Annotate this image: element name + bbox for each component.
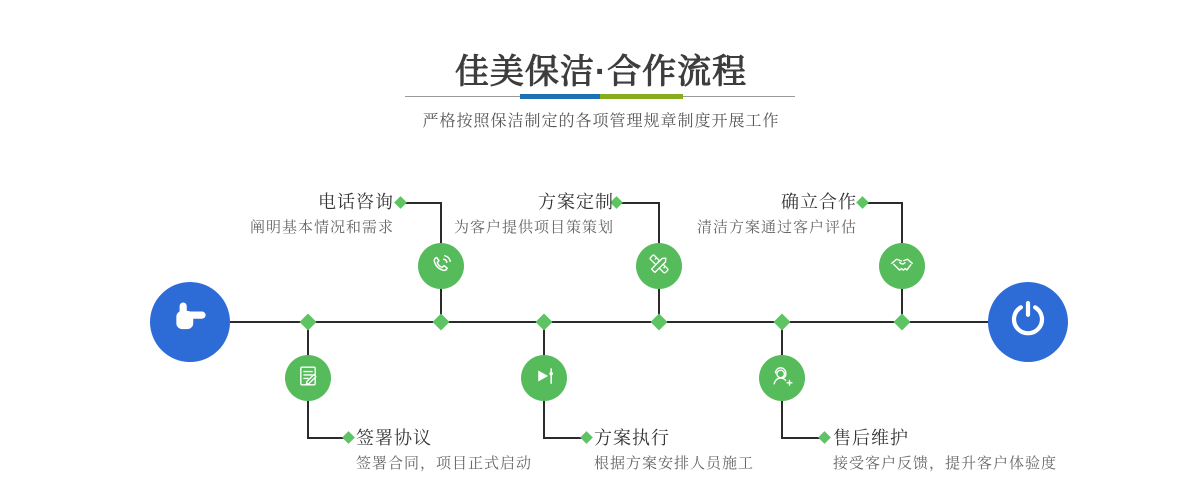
play-execute-icon [529, 361, 559, 396]
flow-end-node [988, 282, 1068, 362]
label-diamond [818, 431, 831, 444]
step-title: 确立合作 [781, 192, 857, 212]
after-sales-service-icon [767, 361, 797, 396]
page-title: 佳美保洁·合作流程 [454, 53, 748, 91]
step-circle-phone-consult [418, 243, 464, 289]
step-circle-plan-design [636, 243, 682, 289]
phone-icon [426, 249, 456, 284]
step-description: 为客户提供项目策策划 [453, 219, 614, 236]
flow-start-node [150, 282, 230, 362]
step-title: 电话咨询 [318, 192, 394, 212]
timeline-node-diamond [774, 314, 791, 331]
step-description: 签署合同，项目正式启动 [356, 455, 533, 472]
timeline-node-diamond [300, 314, 317, 331]
step-label-after-sales [833, 426, 1057, 475]
step-title: 方案定制 [538, 192, 614, 212]
timeline-node-diamond [536, 314, 553, 331]
label-diamond [394, 196, 407, 209]
step-label-plan-design [454, 190, 614, 239]
step-circle-confirm-cooperation [879, 243, 925, 289]
contract-signing-icon [293, 361, 323, 396]
design-tools-icon [644, 249, 674, 284]
title-divider-green-segment [600, 94, 683, 99]
power-icon [1002, 294, 1054, 351]
step-description: 清洁方案通过客户评估 [696, 219, 857, 236]
handshake-icon [887, 249, 917, 284]
label-diamond [580, 431, 593, 444]
step-circle-plan-execute [521, 355, 567, 401]
step-title: 签署协议 [356, 428, 432, 448]
timeline-node-diamond [894, 314, 911, 331]
step-title: 方案执行 [594, 428, 670, 448]
step-circle-after-sales [759, 355, 805, 401]
step-description: 阐明基本情况和需求 [249, 219, 394, 236]
step-label-sign-agreement [356, 426, 532, 475]
timeline-node-diamond [651, 314, 668, 331]
timeline-node-diamond [433, 314, 450, 331]
timeline-main-line [230, 321, 989, 323]
label-diamond [342, 431, 355, 444]
hand-pointing-right-icon [164, 294, 216, 351]
step-description: 根据方案安排人员施工 [594, 455, 755, 472]
step-label-plan-execute [594, 426, 754, 475]
step-title: 售后维护 [833, 428, 909, 448]
step-description: 接受客户反馈，提升客户体验度 [833, 455, 1058, 472]
step-label-phone-consult [250, 190, 394, 239]
step-circle-sign-agreement [285, 355, 331, 401]
label-diamond [856, 196, 869, 209]
step-label-confirm-cooperation [697, 190, 857, 239]
page-subtitle: 严格按照保洁制定的各项管理规章制度开展工作 [422, 113, 780, 130]
title-divider-blue-segment [520, 94, 600, 99]
